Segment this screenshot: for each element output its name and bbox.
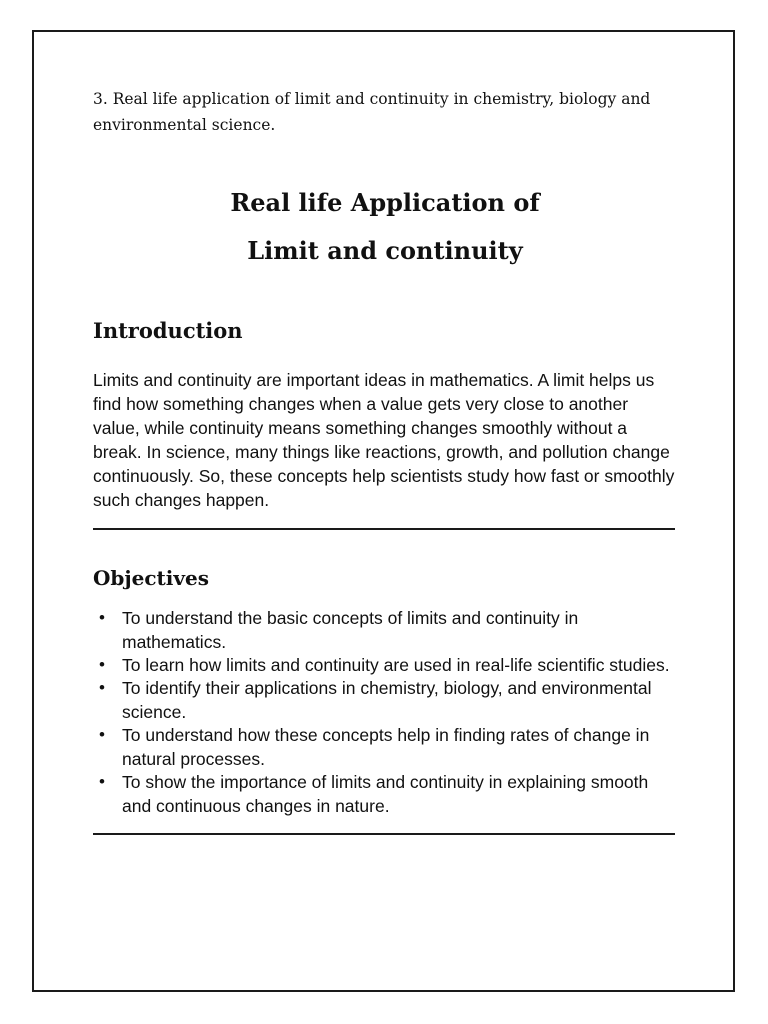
objectives-list [93,606,677,818]
introduction-paragraph: Limits and continuity are important ideas in mathematics. A limit helps us find how something changes when a value gets very close to another value, while continuity means something changes smoothly without a break. In science, many things like reactions, growth, and pollution change continuously. So, these concepts help scientists study how fast or smoothly such changes happen. [93,370,675,510]
objective-text: To identify their applications in chemistry, biology, and environmental science. [122,678,652,722]
objective-text: To learn how limits and continuity are used in real-life scientific studies. [122,655,670,675]
objectives-heading: Objectives [93,566,209,590]
bullet-icon: • [99,678,105,697]
section-divider [93,833,675,835]
header-note: 3. Real life application of limit and continuity in chemistry, biology and environmental science. [93,90,651,134]
document-body [93,86,677,835]
objective-text: To understand how these concepts help in finding rates of change in natural processes. [122,725,650,769]
bullet-icon: • [99,608,105,627]
document-title-line-1: Real life Application of [230,188,540,217]
bullet-icon: • [99,655,105,674]
objective-item [93,723,677,771]
bullet-icon: • [99,772,105,791]
objective-item [93,676,677,724]
introduction-heading: Introduction [93,318,243,343]
document-title-line-2: Limit and continuity [247,236,523,265]
section-divider [93,528,675,530]
objective-item [93,770,677,818]
objective-item [93,653,677,677]
objective-text: To show the importance of limits and continuity in explaining smooth and continuous changes in nature. [122,772,649,816]
objective-text: To understand the basic concepts of limits and continuity in mathematics. [122,608,579,652]
bullet-icon: • [99,725,105,744]
objective-item [93,606,677,654]
